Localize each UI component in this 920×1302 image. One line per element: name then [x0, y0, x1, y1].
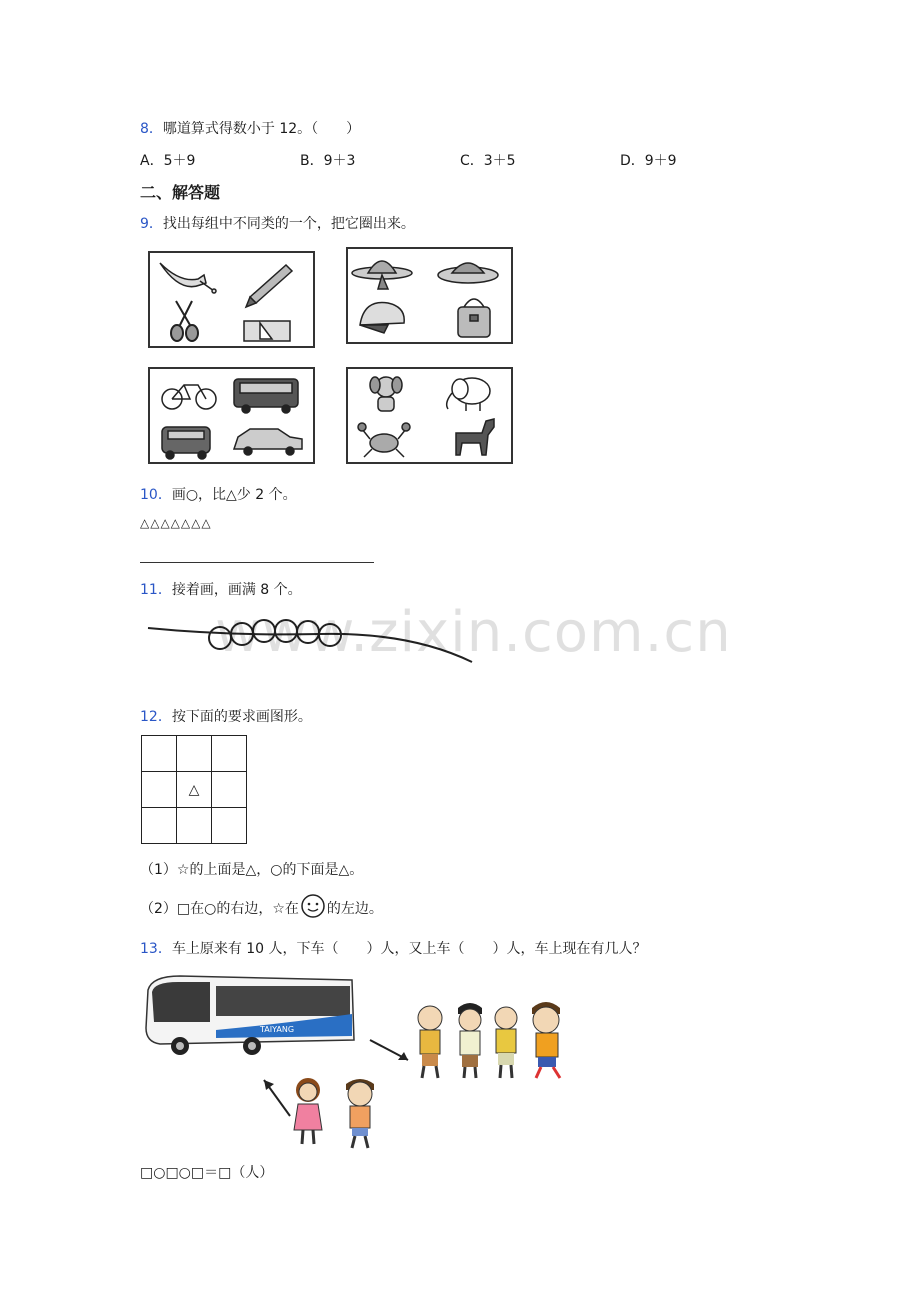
bus-text: TAIYANG [260, 1025, 295, 1034]
grid-cell[interactable] [177, 808, 212, 844]
question-12 [140, 706, 312, 726]
option-c: C．3＋5 [460, 153, 516, 169]
grid-cell[interactable] [177, 736, 212, 772]
tools-illustration [150, 253, 313, 346]
group-animals-box [346, 367, 513, 464]
straw-hat-icon [438, 263, 498, 283]
shape-grid [141, 735, 247, 844]
boy-figure [346, 1079, 374, 1148]
bicycle-icon [162, 385, 216, 409]
triangles-row: △△△△△△△ [140, 516, 212, 530]
grid-cell[interactable] [142, 808, 177, 844]
bus-icon [234, 379, 298, 413]
child-figure [495, 1007, 517, 1078]
section-title: 二、解答题 [140, 183, 221, 202]
bus-illustration [140, 970, 360, 1060]
requirement-2-part-a: （2）□在○的右边，☆在 [140, 901, 299, 917]
animals-illustration [348, 369, 511, 462]
option-b: B．9＋3 [300, 153, 356, 169]
hats-illustration [348, 249, 511, 342]
group-tools-box [148, 251, 315, 348]
sun-hat-icon [352, 261, 412, 289]
question-9 [140, 213, 415, 233]
question-text: 哪道算式得数小于 12。（ ） [162, 121, 361, 137]
grid-cell[interactable] [142, 772, 177, 808]
answer-line[interactable] [140, 562, 374, 563]
question-11 [140, 579, 302, 599]
van-icon [162, 427, 210, 459]
question-text: 车上原来有 10 人，下车（ ）人，又上车（ ）人，车上现在有几人？ [171, 941, 647, 957]
requirement-2-part-b: 的左边。 [326, 901, 383, 917]
crab-icon [358, 423, 410, 457]
handbag-icon [458, 299, 490, 337]
question-number: 11． [140, 582, 172, 598]
grid-cell-center[interactable]: △ [177, 772, 212, 808]
watermark: www.zixin.com.cn [215, 600, 732, 665]
children-group-illustration [410, 998, 580, 1083]
horse-icon [456, 419, 494, 455]
child-figure [532, 1002, 560, 1078]
dog-icon [370, 377, 402, 411]
girl-figure [294, 1078, 322, 1144]
group-hats-box [346, 247, 513, 344]
child-figure [418, 1006, 442, 1078]
grid-cell[interactable] [212, 736, 247, 772]
question-13 [140, 938, 647, 958]
question-8 [140, 118, 360, 138]
ruler-icon [244, 321, 290, 341]
question-text: 画○，比△少 2 个。 [171, 487, 297, 503]
question-text: 接着画，画满 8 个。 [171, 582, 302, 598]
car-icon [234, 429, 302, 455]
question-number: 10． [140, 487, 172, 503]
requirement-2 [140, 898, 383, 919]
question-number: 9． [140, 216, 163, 232]
option-d: D．9＋9 [620, 153, 677, 169]
question-text: 按下面的要求画图形。 [171, 709, 312, 725]
elephant-icon [447, 378, 490, 411]
cap-icon [360, 302, 404, 333]
scissors-icon [171, 301, 198, 341]
formula-answer[interactable]: □○□○□＝□（人） [140, 1165, 274, 1181]
option-a: A．5＋9 [140, 153, 196, 169]
requirement-1: （1）☆的上面是△，○的下面是△。 [140, 862, 364, 878]
question-number: 8． [140, 121, 163, 137]
question-number: 13． [140, 941, 172, 957]
two-children-illustration [290, 1074, 390, 1154]
smiley-icon [300, 893, 326, 919]
grid-cell[interactable] [212, 808, 247, 844]
child-figure [458, 1003, 482, 1078]
group-vehicles-box [148, 367, 315, 464]
question-10 [140, 484, 297, 504]
question-text: 找出每组中不同类的一个，把它圈出来。 [162, 216, 415, 232]
sword-icon [160, 263, 216, 293]
grid-cell[interactable] [142, 736, 177, 772]
pencil-icon [246, 265, 292, 307]
question-number: 12． [140, 709, 172, 725]
grid-cell[interactable] [212, 772, 247, 808]
vehicles-illustration [150, 369, 313, 462]
